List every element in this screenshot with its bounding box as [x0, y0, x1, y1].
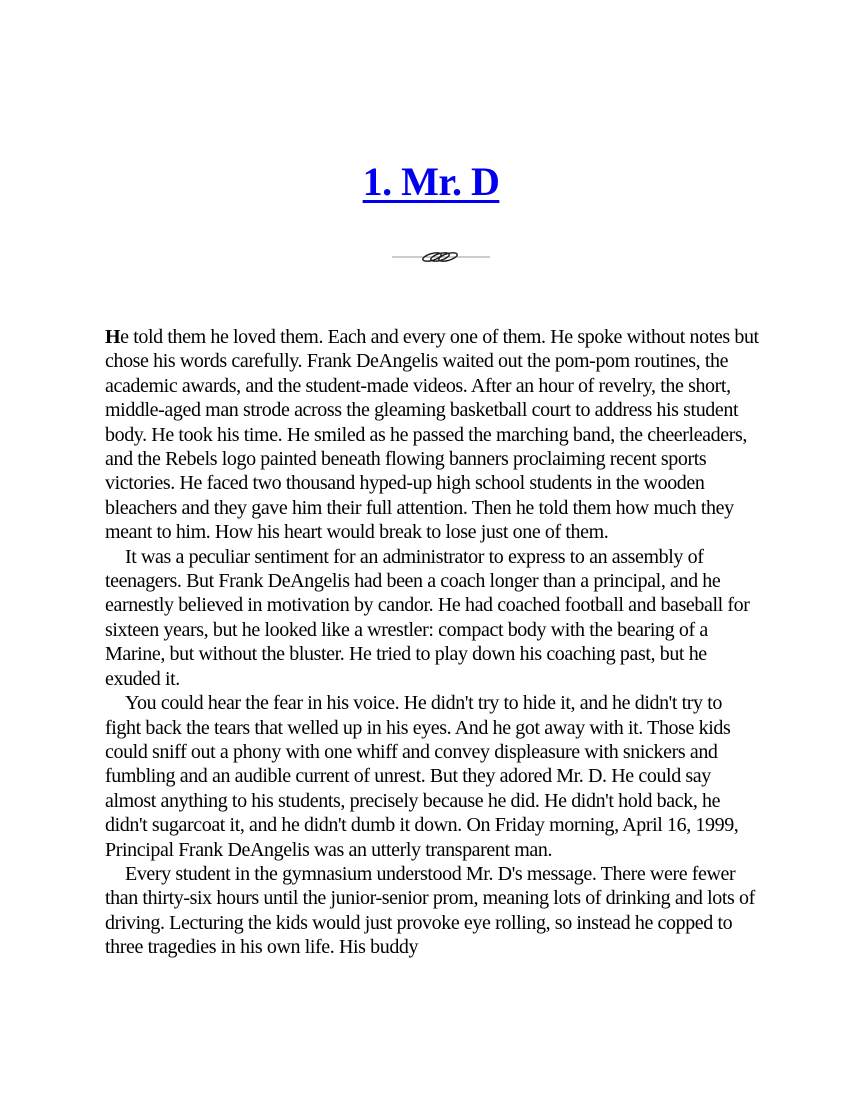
- chapter-title: [0, 159, 862, 204]
- paragraph-1-text: e told them he loved them. Each and every one of them. He spoke without notes but chose his words carefully. Frank DeAngelis waited out the pom-pom routines, the academic awards, and the student-made videos. After an hour of revelry, the short, middle-aged man strode across the gleaming basketball court to address his student body. He took his time. He smiled as he passed the marching band, the cheerleaders, and the Rebels logo painted beneath flowing banners proclaiming recent sports victories. He faced two thousand hyped-up high school students in the wooden bleachers and they gave him their full attention. Then he told them how much they meant to him. How his heart would break to lose just one of them.: [105, 326, 759, 544]
- paragraph-1: [105, 325, 760, 545]
- paragraph-4: Every student in the gymnasium understood Mr. D's message. There were fewer than thirty-six hours until the junior-senior prom, meaning lots of drinking and lots of driving. Lecturing the kids would just provoke eye rolling, so instead he copped to three tragedies in his own life. His buddy: [105, 862, 755, 959]
- chapter-title-link[interactable]: 1. Mr. D: [362, 159, 500, 204]
- lead-capital: H: [105, 326, 121, 348]
- chapter-divider: [392, 250, 490, 262]
- paragraph-2: It was a peculiar sentiment for an administrator to express to an assembly of teenagers. But Frank DeAngelis had been a coach longer than a principal, and he earnestly believed in motivation by candor. He had coached football and baseball for sixteen years, but he looked like a wrestler: compact body with the bearing of a Marine, but without the bluster. He tried to play down his coaching past, but he exuded it.: [105, 545, 750, 690]
- chapter-body: [105, 325, 760, 960]
- rope-swirl-divider-icon: [392, 251, 490, 263]
- paragraph-3: You could hear the fear in his voice. He didn't try to hide it, and he didn't try to fight back the tears that welled up in his eyes. And he got away with it. Those kids could sniff out a phony with one whiff and convey displeasure with snickers and fumbling and an audible current of unrest. But they adored Mr. D. He could say almost anything to his students, precisely because he did. He didn't hold back, he didn't sugarcoat it, and he didn't dumb it down. On Friday morning, April 16, 1999, Principal Frank DeAngelis was an utterly transparent man.: [105, 692, 739, 861]
